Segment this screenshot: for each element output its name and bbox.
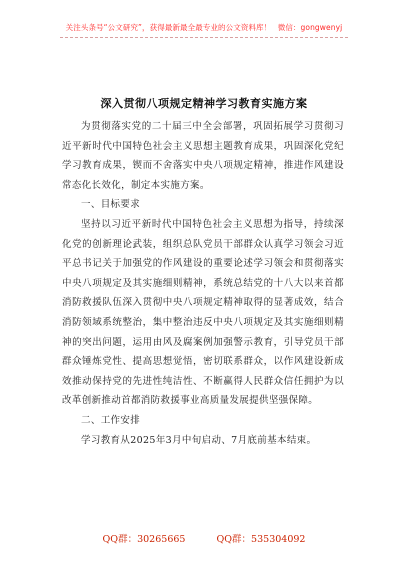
arrangement-paragraph: 学习教育从2025年3月中旬启动、7月底前基本结束。 (81, 434, 317, 446)
page-footer (0, 531, 408, 545)
qq-group-1: QQ群：30265665 (102, 534, 186, 545)
promo-banner-text: 关注头条号“公文研究”，获得最新最全最专业的公文资料库！ (65, 23, 272, 32)
wechat-id: 微信：gongwenyj (277, 23, 343, 32)
document-body (62, 117, 344, 450)
section-heading-arrangement: 二、工作安排 (81, 414, 141, 426)
intro-paragraph: 为贯彻落实党的二十届三中全会部署，巩固拓展学习贯彻习近平新时代中国特色社会主义思想主题教育成果，巩固深化党纪学习教育成果，锲而不舍落实中央八项规定精神，推进作风建设常态化长效化，制定本实施方案。 (62, 121, 344, 191)
document-title: 深入贯彻八项规定精神学习教育实施方案 (100, 97, 308, 110)
banner-divider (60, 37, 348, 38)
section-heading-goals: 一、目标要求 (81, 199, 141, 211)
promo-banner (0, 22, 408, 33)
qq-group-2: QQ群：535304092 (216, 534, 306, 545)
goals-paragraph: 坚持以习近平新时代中国特色社会主义思想为指导，持续深化党的创新理论武装，组织总队党员干部群众认真学习领会习近平总书记关于加强党的作风建设的重要论述学习领会和贯彻落实中央八项规定及其实施细则精神，系统总结党的十八大以来首都消防救援队伍深入贯彻中央八项规定精神取得的显著成效，结合消防领域系统整治，集中整治违反中央八项规定及其实施细则精神的突出问题，运用由风及腐案例加强警示教育，引导党员干部群众锤炼党性、提高思想觉悟，密切联系群众，以作风建设新成效推动保持党的先进性纯洁性、不断赢得人民群众信任拥护为以改革创新推动首都消防救援事业高质量发展提供坚强保障。 (62, 218, 344, 407)
